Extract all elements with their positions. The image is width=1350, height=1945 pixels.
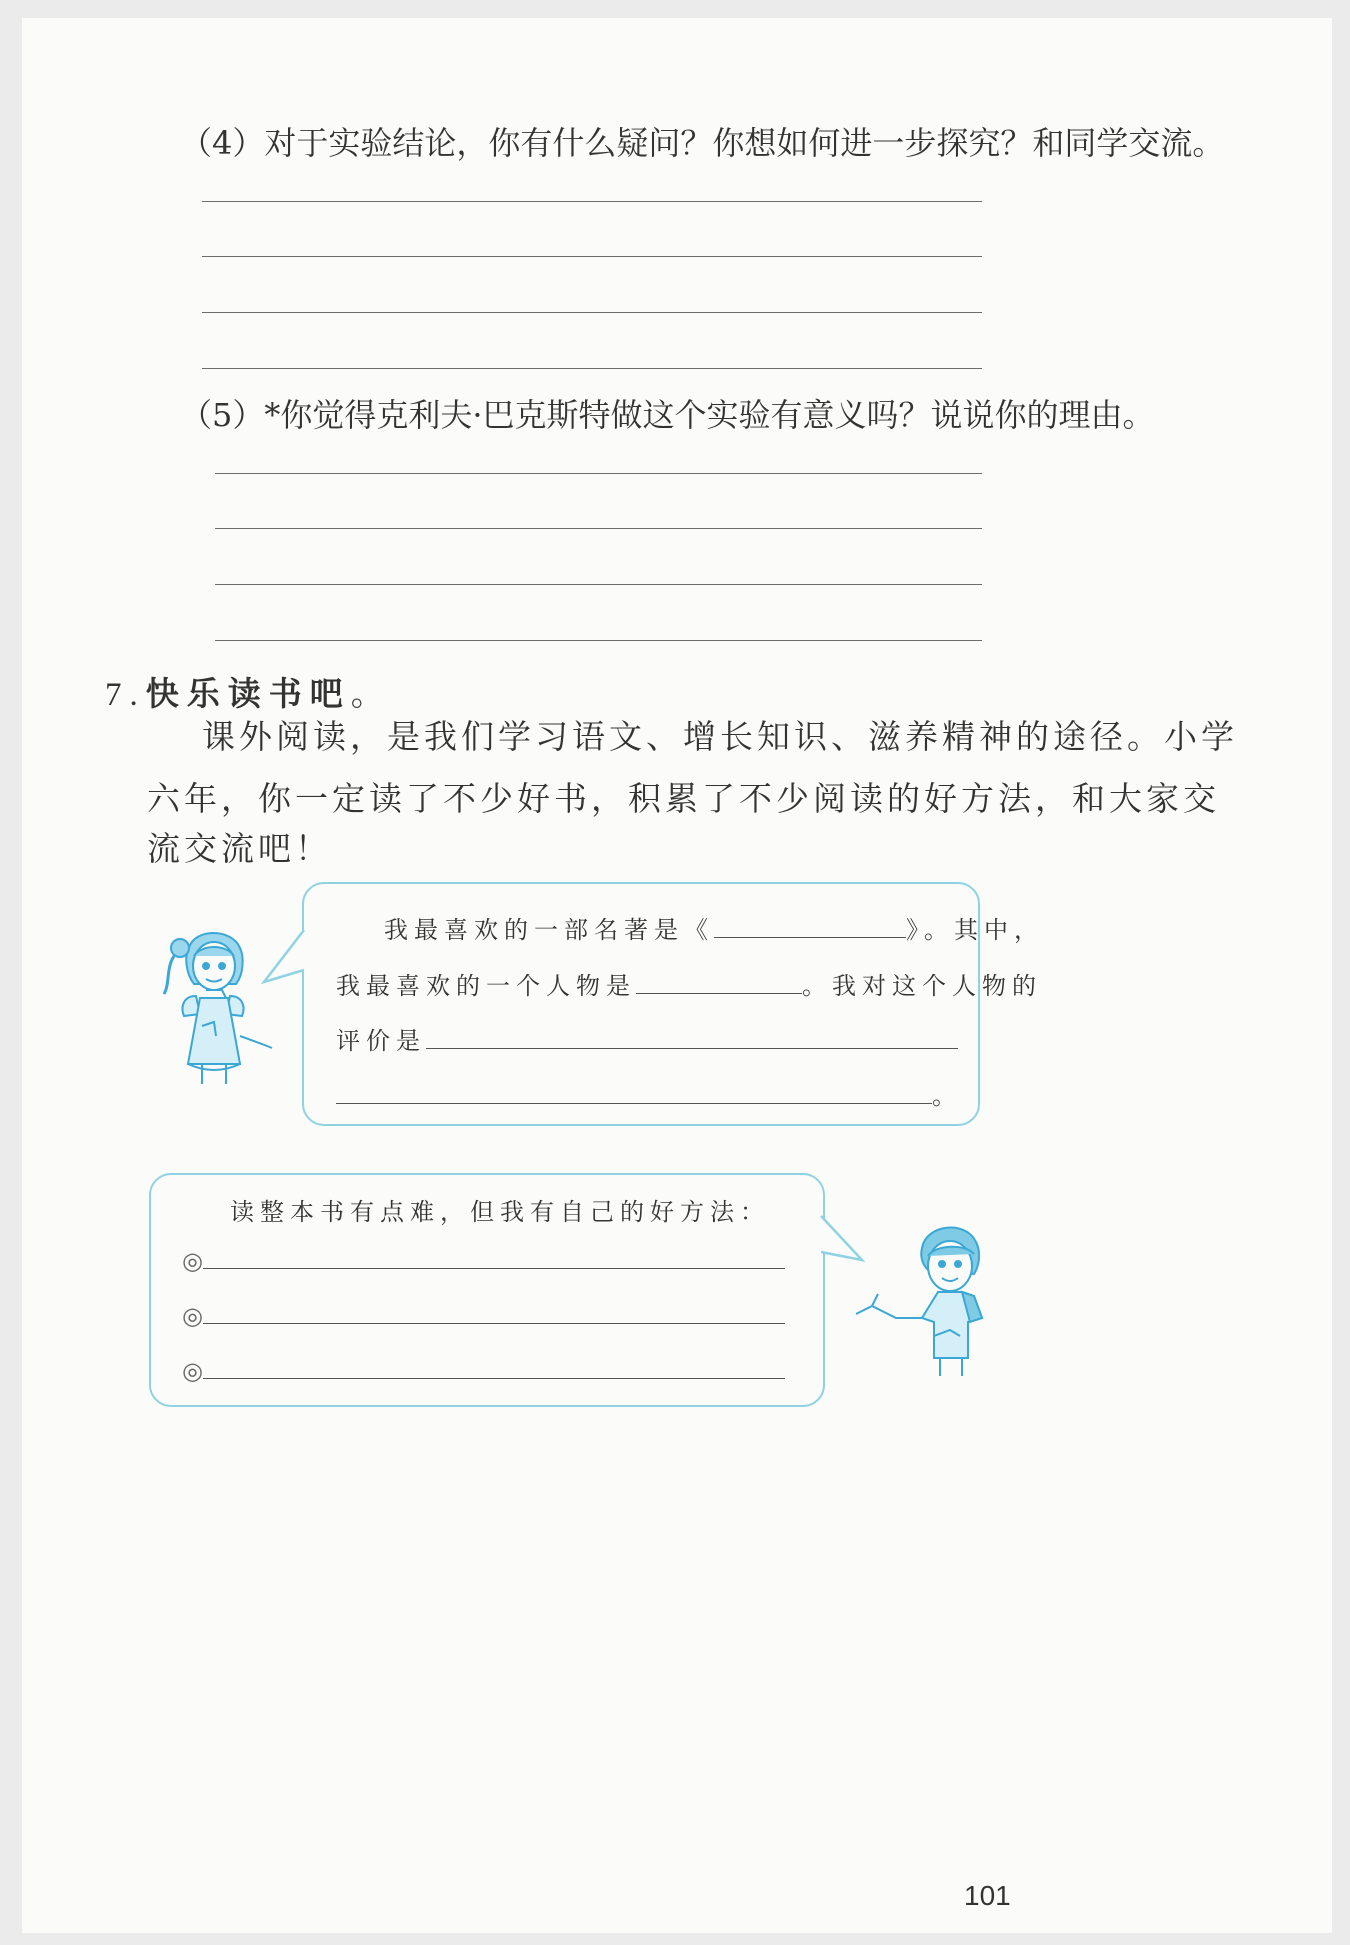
intro-line-1: 课外阅读，是我们学习语文、增长知识、滋养精神的途径。小学 xyxy=(202,717,1238,756)
character-label: 我最喜欢的一个人物是 xyxy=(336,972,636,1000)
girl-bubble-line-4 xyxy=(336,1076,962,1111)
evaluation-blank-2[interactable] xyxy=(336,1081,932,1104)
evaluation-end: 。 xyxy=(932,1082,962,1110)
girl-illustration xyxy=(144,926,274,1091)
intro-line-2: 六年，你一定读了不少好书，积累了不少阅读的好方法，和大家交 xyxy=(147,779,1220,818)
question-4-number: （4） xyxy=(180,124,265,162)
question-4 xyxy=(180,118,1224,164)
masterpiece-suffix: 》。其中， xyxy=(906,916,1044,944)
bullet-icon: ◎ xyxy=(182,1302,203,1330)
answer-line[interactable] xyxy=(202,312,982,313)
girl-bubble-line-1 xyxy=(384,910,1044,945)
intro-line-3: 流交流吧！ xyxy=(147,829,332,868)
bullet-icon: ◎ xyxy=(182,1247,203,1275)
section-number: 7. xyxy=(105,677,146,713)
answer-line[interactable] xyxy=(215,473,982,474)
method-item xyxy=(182,1356,785,1385)
evaluation-label: 评价是 xyxy=(336,1027,426,1055)
question-5-text: 你觉得克利夫·巴克斯特做这个实验有意义吗？说说你的理由。 xyxy=(280,396,1155,434)
answer-line[interactable] xyxy=(202,201,982,202)
question-5-number: （5）* xyxy=(180,396,281,434)
evaluation-blank[interactable] xyxy=(426,1026,958,1049)
masterpiece-label: 我最喜欢的一部名著是《 xyxy=(384,916,714,944)
section-title: 快乐读书吧 xyxy=(145,674,351,713)
character-suffix: 。我对这个人物的 xyxy=(802,972,1042,1000)
masterpiece-blank[interactable] xyxy=(714,915,906,938)
method-blank[interactable] xyxy=(203,1301,785,1324)
question-5 xyxy=(180,390,1155,436)
method-blank[interactable] xyxy=(203,1246,785,1269)
girl-bubble-line-3 xyxy=(336,1021,958,1056)
answer-line[interactable] xyxy=(215,584,982,585)
question-4-text: 对于实验结论，你有什么疑问？你想如何进一步探究？和同学交流。 xyxy=(264,124,1225,162)
answer-line[interactable] xyxy=(202,368,982,369)
character-blank[interactable] xyxy=(636,971,802,994)
girl-bubble-line-2 xyxy=(336,966,1042,1001)
bullet-icon: ◎ xyxy=(182,1357,203,1385)
workbook-page xyxy=(22,18,1332,1933)
boy-bubble-intro: 读整本书有点难，但我有自己的好方法： xyxy=(230,1198,770,1226)
method-item xyxy=(182,1301,785,1330)
section-title-punct: 。 xyxy=(350,674,392,713)
method-item xyxy=(182,1246,785,1275)
answer-line[interactable] xyxy=(215,640,982,641)
answer-line[interactable] xyxy=(202,256,982,257)
method-blank[interactable] xyxy=(203,1356,785,1379)
answer-line[interactable] xyxy=(215,528,982,529)
boy-illustration xyxy=(842,1218,992,1378)
page-number: 101 xyxy=(964,1880,1011,1911)
